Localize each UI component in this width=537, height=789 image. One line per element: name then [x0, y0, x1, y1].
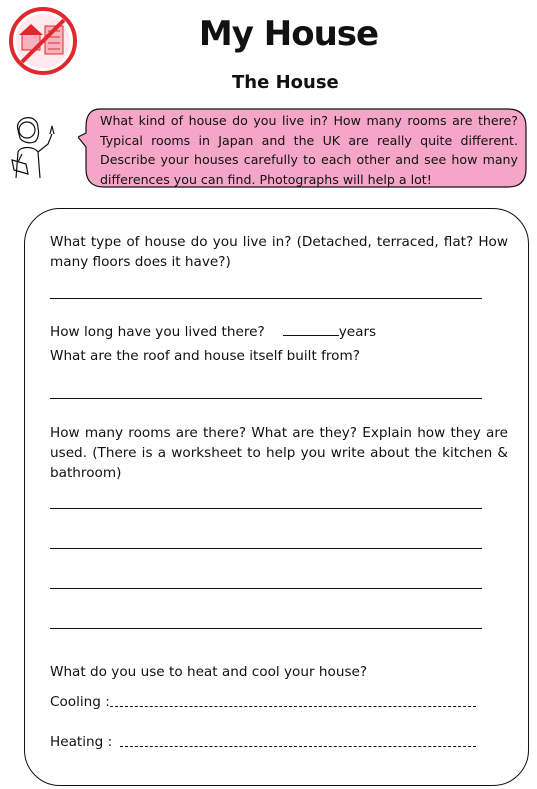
- how-long-label: How long have you lived there?: [50, 324, 265, 340]
- cooling-answer-line[interactable]: [110, 706, 476, 707]
- teacher-figure-icon: [4, 108, 66, 180]
- heating-answer-line[interactable]: [120, 746, 476, 747]
- question-how-long: [50, 322, 376, 342]
- heating-row: [50, 732, 112, 752]
- intro-text: What kind of house do you live in? How many rooms are there? Typical rooms in Japan and the UK are really quite different. Describe your houses carefully to each other and see how many differences you can find. Photographs will help a lot!: [100, 113, 518, 187]
- years-unit: years: [338, 324, 377, 340]
- answer-line-2[interactable]: [50, 398, 482, 399]
- question-heating-cooling: What do you use to heat and cool your house?: [50, 664, 368, 680]
- answer-line-3[interactable]: [50, 508, 482, 509]
- answer-line-5[interactable]: [50, 588, 482, 589]
- page-title: My House: [198, 14, 379, 54]
- question-rooms: How many rooms are there? What are they? Explain how they are used. (There is a worksheet to help you write about the kitchen & bathroom): [50, 425, 508, 481]
- cooling-label: Cooling :: [50, 694, 110, 710]
- cooling-row: [50, 692, 110, 712]
- question-materials: What are the roof and house itself built from?: [50, 348, 360, 364]
- heating-label: Heating :: [50, 734, 113, 750]
- answer-line-1[interactable]: [50, 298, 482, 299]
- question-house-type: What type of house do you live in? (Detached, terraced, flat? How many floors does it have?): [50, 234, 508, 270]
- years-answer-blank[interactable]: [283, 322, 339, 336]
- answer-line-4[interactable]: [50, 548, 482, 549]
- answer-line-6[interactable]: [50, 628, 482, 629]
- page-subtitle: The House: [232, 72, 339, 93]
